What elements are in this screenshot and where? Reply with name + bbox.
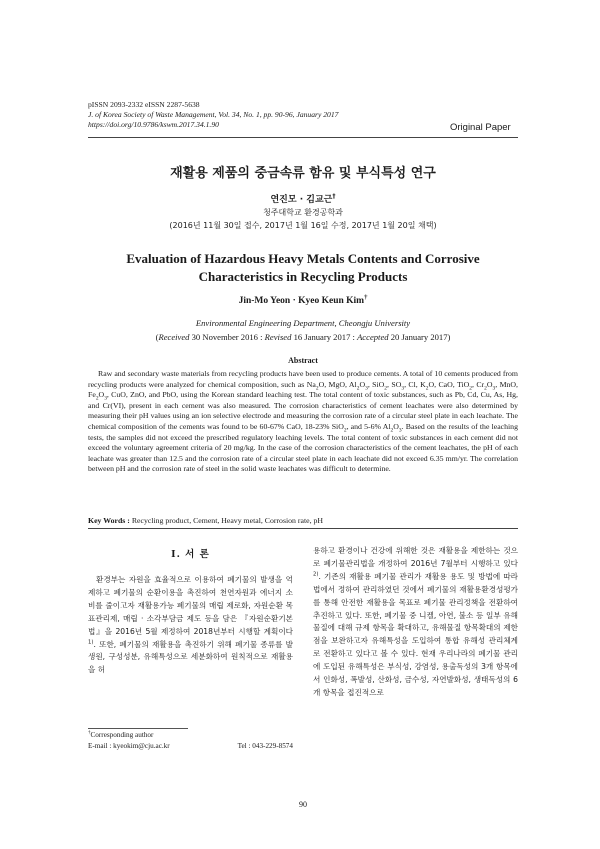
korean-dates: (2016년 11월 30일 접수, 2017년 1월 16일 수정, 2017년 1월 20일 채택) [169, 221, 437, 230]
body-column-right: 용하고 환경이나 건강에 위해한 것은 재활용을 제한하는 것으로 폐기물관리법을 개정하여 2016년 7월부터 시행하고 있다$^{2)}$. 기존의 재활용 폐기물 관리가 재활용 용도 및 방법에 따라 법에서 정하여 관리하였던 것에서 폐기물의 재활용환경성평가를 통해 안전한 재활용을 목표로 폐기물 관리정책을 전환하여 추진하고 있다. 또한, 폐기물 중 니켈, 아연, 불소 등 일부 유해물질에 대해 규제 항목을 확대하고, 유해물질 항목확대의 제한점을 보완하고자 유해특성을 도입하여 통합 유해성 관리체계로 전환하고 있다고 볼 수 있다. 현재 우리나라의 폐기물 관리에 도입된 유해특성은 부식성, 강염성, 용출독성의 3개 항목에서 인화성, 폭발성, 산화성, 금수성, 자연발화성, 생태독성의 6개 항목을 접진적으로 [313, 546, 518, 697]
accepted-label: Accepted [357, 332, 389, 342]
abstract-text: Raw and secondary waste materials from recycling products have been used to produce cements. A total of 10 cements produced from recycling products were analyzed for chemical composition, such as $Na_2O$, MgO, $Al_2O_3$, SiO$_2$, $SO_3$, Cl, $K_2O$, CaO, TiO$_2$, $Cr_2O_3$, MnO, $Fe_2O_3$, CuO, ZnO, and PbO, using the Korean standard leaching test. The total content of toxic substances, such as Pb, Cd, Cu, As, Hg, and Cr(VI), present in each cement was also measured. The corrosion characteristics of cement leachates were also determined by measuring their pH values using an ion selective electrode and measuring the corrosion rate of a circular steel plate in each leachate. The chemical composition of the cements was found to be 60-67% CaO, 18-23% SiO$_2$, and 5-6% $Al_2O_3$. Based on the results of the leaching tests, the samples did not exceed the prescribed regulatory leaching levels. The total content of toxic substances in each cement did not exceed the voluntary agreement criteria of 20 mg/kg. In the case of the corrosion characteristics of the cement leachates, the pH of each leachate was greater than 12.5 and the corrosion rate of a circular steel plate in each leachate did not exceed 6.35 mm/yr. The correlation between pH and the corrosion rate of steel in the solid waste leachates was difficult to determine. [88, 369, 518, 474]
accepted-date: 20 January 2017 [390, 332, 448, 342]
footnote-tel: Tel : 043-229-8574 [237, 742, 293, 750]
footnote-corresponding: †Corresponding author [88, 730, 154, 739]
footnote-divider [88, 728, 188, 729]
reference-2: 2) [313, 571, 319, 578]
revised-label: Revised [264, 332, 292, 342]
korean-affiliation: 청주대학교 환경공학과 [263, 208, 343, 217]
korean-author-names: 연진모 · 김교근 [270, 195, 333, 205]
issn-line: pISSN 2093-2332 eISSN 2287-5638 [88, 100, 200, 109]
page-number: 90 [299, 800, 307, 809]
english-title-line2: Characteristics in Recycling Products [198, 269, 408, 284]
korean-title: 재활용 제품의 중금속류 함유 및 부식특성 연구 [170, 166, 436, 181]
keywords-value: Recycling product, Cement, Heavy metal, Corrosion rate, pH [131, 516, 324, 525]
body-column-left: 환경부는 자원을 효율적으로 이용하여 폐기물의 발생을 억제하고 폐기물의 순환이용을 촉진하여 천연자원과 에너지 소비를 줄이고자 재활용가능 폐기물의 매립 제로화, 자원순환 목표관리제, 매립 · 소각부담금 제도 등을 담은 『자원순환기본법』을 2016년 5월 제정하여 2018년부터 시행할 계획이다$^{1)}$. 또한, 폐기물의 재활용을 촉진하기 위해 폐기물 종류를 발생원, 구성성분, 유해특성으로 세분화하여 원칙적으로 재활용을 허 [88, 575, 293, 675]
english-author-names: Jin-Mo Yeon · Kyeo Keun Kim [238, 296, 365, 306]
english-title [88, 250, 518, 286]
english-affiliation: Environmental Engineering Department, Cheongju University [195, 318, 411, 328]
keywords [88, 516, 518, 525]
footnote-email[interactable]: E-mail : kyeokim@cju.ac.kr [88, 742, 170, 750]
english-title-line1: Evaluation of Hazardous Heavy Metals Contents and Corrosive [126, 251, 480, 266]
english-dates: (Received 30 November 2016 : Revised 16 January 2017 : Accepted 20 January 2017) [155, 332, 451, 342]
abstract-divider [88, 528, 518, 529]
section-heading-introduction: I. 서 론 [171, 549, 210, 560]
english-author-mark: † [364, 293, 368, 301]
header-divider [88, 137, 518, 138]
revised-date: 16 January 2017 [293, 332, 351, 342]
korean-author-mark: † [332, 193, 336, 200]
korean-authors [88, 192, 518, 205]
english-authors [88, 293, 518, 306]
received-date: 30 November 2016 [191, 332, 258, 342]
journal-citation: J. of Korea Society of Waste Management, Vol. 34, No. 1, pp. 90-96, January 2017 [88, 110, 339, 119]
reference-1: 1) [88, 639, 94, 645]
footnote-contact [88, 742, 293, 750]
doi-link[interactable]: https://doi.org/10.9786/kswm.2017.34.1.90 [88, 120, 219, 129]
abstract-heading: Abstract [288, 356, 318, 365]
article-type-label: Original Paper [450, 122, 511, 133]
received-label: Received [158, 332, 190, 342]
keywords-label: Key Words : [88, 516, 130, 525]
